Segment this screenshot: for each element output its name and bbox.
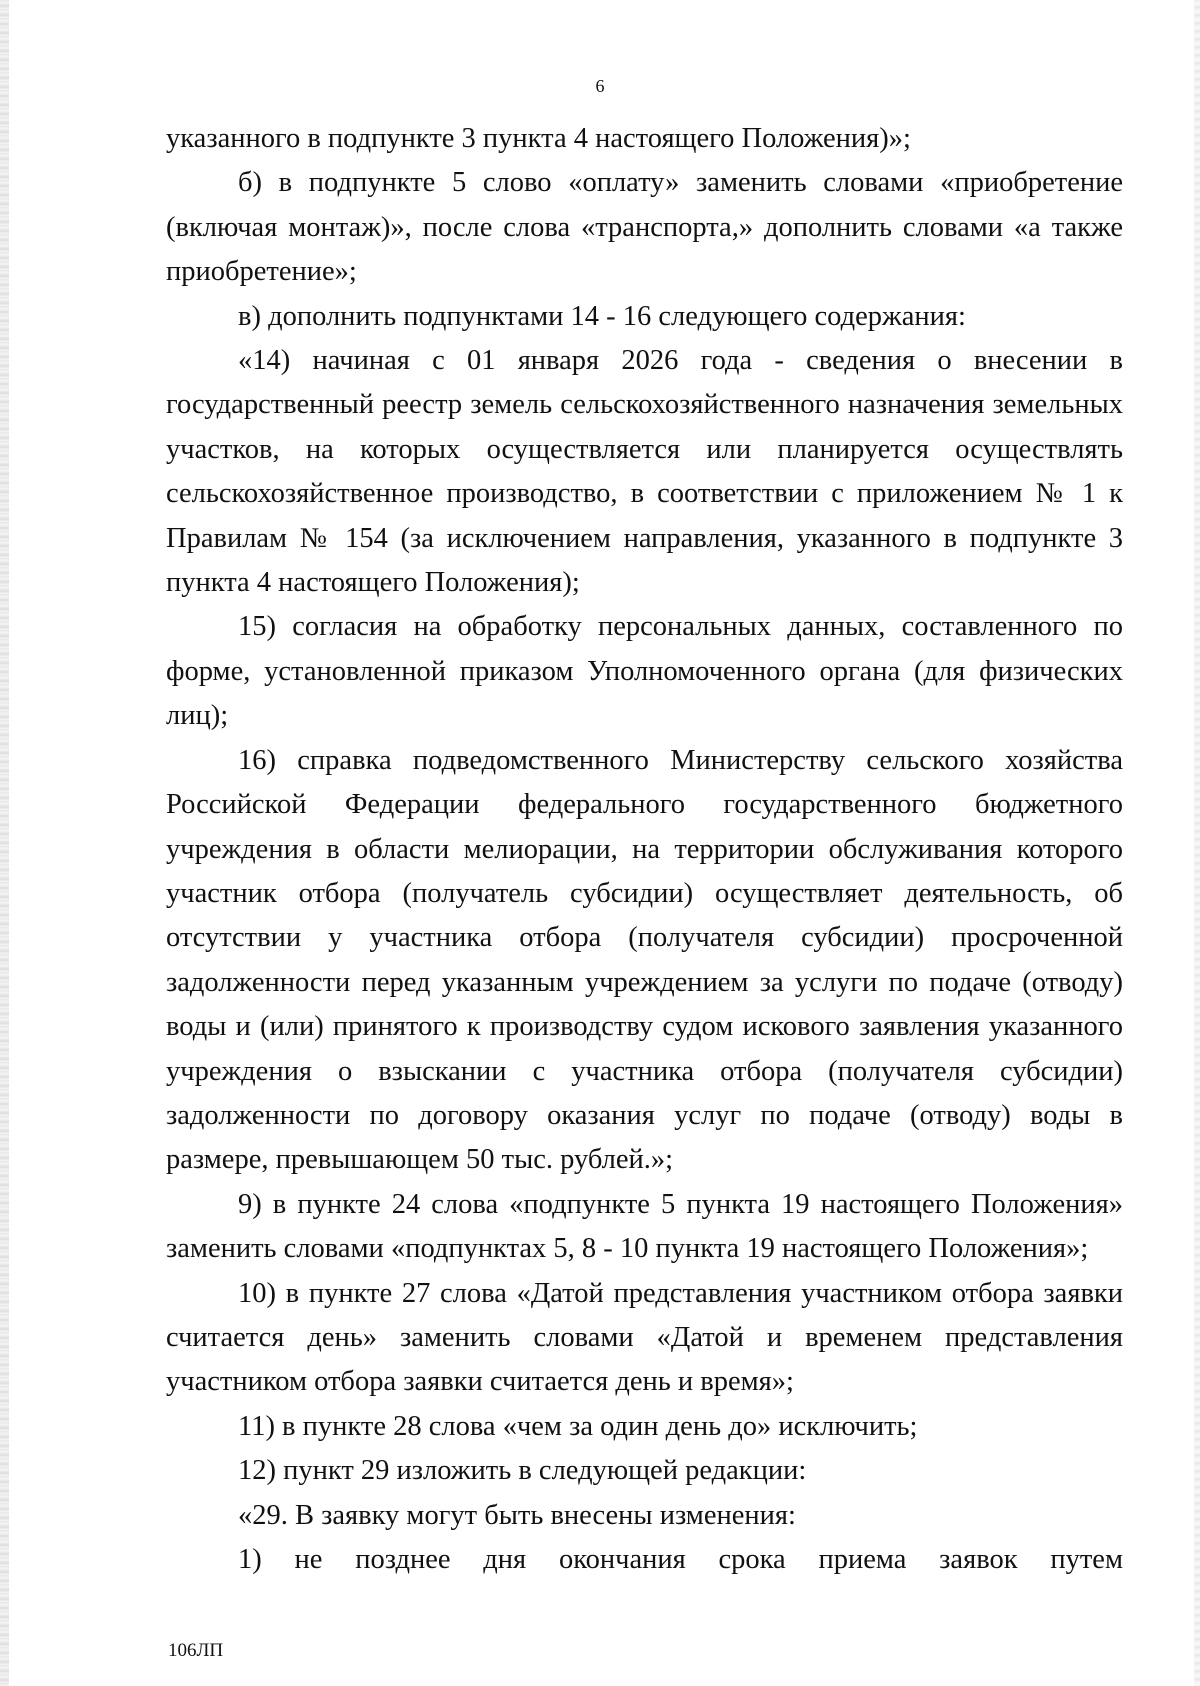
paragraph: 9) в пункте 24 слова «подпункте 5 пункта 19 настоящего Положения» заменить словами «подпунктах 5, 8 - 10 пункта 19 настоящего Положения»; [166,1188,1123,1265]
document-code: 106ЛП [168,1640,224,1661]
paragraph: 12) пункт 29 изложить в следующей редакции: [238,1455,807,1487]
paragraph: 1) не позднее дня окончания срока приема заявок путем [238,1544,1123,1575]
paragraph: в) дополнить подпунктами 14 - 16 следующего содержания: [238,300,966,332]
paragraph: 15) согласия на обработку персональных данных, составленного по форме, установленной приказом Уполномоченного органа (для физических лиц); [166,611,1123,732]
paragraph: 16) справка подведомственного Министерству сельского хозяйства Российской Федерации федерального государственного бюджетного учреждения в области мелиорации, на территории обслуживания которого участник отбора (получатель субсидии) осуществляет деятельность, об отсутствии у участника отбора (получателя субсидии) просроченной задолженности перед указанным учреждением за услуги по подаче (отводу) воды и (или) принятого к производству судом искового заявления указанного учреждения о взыскании с участника отбора (получателя субсидии) задолженности по договору оказания услуг по подаче (отводу) воды в размере, превышающем 50 тыс. рублей.»; [166,744,1123,1176]
paragraph: указанного в подпункте 3 пункта 4 настоящего Положения)»; [166,123,911,154]
document-body [166,117,1123,1582]
paragraph: б) в подпункте 5 слово «оплату» заменить словами «приобретение (включая монтаж)», после слова «транспорта,» дополнить словами «а также приобретение»; [166,167,1123,288]
page-number: 6 [595,76,605,96]
paragraph: 10) в пункте 27 слова «Датой представления участником отбора заявки считается день» заменить словами «Датой и временем представления участником отбора заявки считается день и время»; [166,1277,1123,1398]
paragraph: 11) в пункте 28 слова «чем за один день до» исключить; [238,1410,918,1442]
paragraph: «29. В заявку могут быть внесены изменения: [238,1499,796,1531]
paragraph: «14) начиная с 01 января 2026 года - сведения о внесении в государственный реестр земель сельскохозяйственного назначения земельных участков, на которых осуществляется или планируется осуществлять сельскохозяйственное производство, в соответствии с приложением № 1 к Правилам № 154 (за исключением направления, указанного в подпункте 3 пункта 4 настоящего Положения); [166,345,1123,599]
scan-edge-right [1194,0,1200,1686]
scan-edge-left [0,0,9,1686]
